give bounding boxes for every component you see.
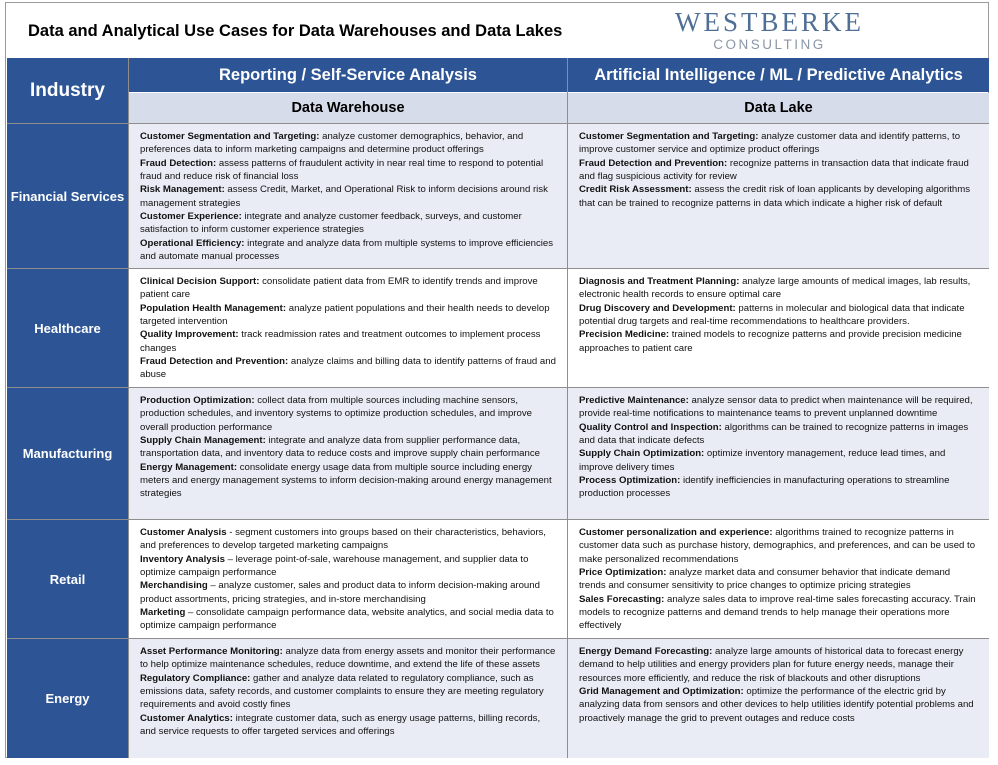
use-case-entry bbox=[140, 526, 557, 553]
use-case-description: assess the credit risk of loan applicants by developing algorithms that can be trained to recognize patterns in data which indicate a higher risk of default bbox=[579, 184, 971, 209]
use-case-description: analyze large amounts of historical data to forecast energy demand to help utilities and energy providers plan for future energy needs, manage their resources more efficiently, and reduce the risk of blackouts and other disruptions bbox=[579, 646, 964, 684]
use-case-title: Customer Analysis bbox=[140, 527, 227, 538]
use-case-description: integrate and analyze data from supplier performance data, transportation data, and inventory data to reduce costs and improve supply chain performance bbox=[140, 435, 540, 460]
row-divider bbox=[7, 123, 989, 124]
use-case-description: patterns in molecular and biological data that indicate potential drug targets and real-time recommendations to healthcare providers. bbox=[579, 302, 965, 328]
use-case-title: Drug Discovery and Development: bbox=[579, 302, 736, 314]
lake-cell-retail bbox=[568, 520, 989, 638]
use-case-entry bbox=[140, 328, 557, 355]
use-case-description: integrate and analyze customer feedback, surveys, and customer satisfaction to inform customer experience strategies bbox=[140, 211, 522, 236]
logo-name: WESTBERKE bbox=[675, 7, 864, 37]
use-case-description: consolidate patient data from EMR to identify trends and improve patient care bbox=[140, 276, 538, 301]
use-case-entry bbox=[579, 447, 979, 474]
column-divider bbox=[567, 58, 568, 758]
data-lake-header: Data Lake bbox=[568, 93, 989, 123]
use-case-entry bbox=[579, 302, 979, 329]
use-case-title: Fraud Detection and Prevention: bbox=[140, 356, 289, 368]
use-case-title: Predictive Maintenance: bbox=[579, 395, 689, 406]
use-case-entry bbox=[579, 275, 979, 302]
reporting-header: Reporting / Self-Service Analysis bbox=[129, 58, 567, 92]
use-case-title: Quality Improvement: bbox=[140, 329, 239, 341]
use-case-title: Merchandising bbox=[140, 580, 208, 592]
use-case-description: collect data from multiple sources including machine sensors, production schedules, and inventory systems to optimize production schedules, and improve overall production performance bbox=[140, 395, 532, 433]
use-case-title: Diagnosis and Treatment Planning: bbox=[579, 276, 740, 287]
warehouse-cell-retail bbox=[129, 520, 567, 638]
row-divider bbox=[7, 268, 989, 269]
use-case-entry bbox=[140, 394, 557, 434]
use-case-description: track readmission rates and treatment outcomes to implement process changes bbox=[140, 329, 541, 354]
use-case-entry bbox=[140, 645, 557, 672]
use-case-entry bbox=[579, 526, 979, 566]
use-case-description: consolidate energy usage data from multiple source including energy meters and energy management systems to inform decision-making around energy management strategies bbox=[140, 461, 552, 500]
logo-subtitle: CONSULTING bbox=[713, 37, 826, 52]
use-case-entry bbox=[140, 183, 557, 210]
use-case-entry bbox=[579, 685, 979, 725]
use-case-entry bbox=[579, 130, 979, 157]
use-case-description: analyze sales data to improve real-time sales forecasting accuracy. Train models to recognize patterns and demand trends to help manage their operations more effectively bbox=[579, 593, 976, 632]
industry-energy: Energy bbox=[7, 639, 128, 758]
use-case-title: Customer Segmentation and Targeting: bbox=[140, 131, 320, 142]
use-case-description: integrate and analyze data from multiple systems to improve efficiencies and automate manual processes bbox=[140, 237, 554, 263]
use-case-title: Regulatory Compliance: bbox=[140, 672, 251, 684]
use-case-description: – leverage point-of-sale, warehouse management, and supplier data to optimize campaign performance bbox=[140, 553, 529, 579]
use-case-entry bbox=[140, 302, 557, 329]
use-case-entry bbox=[579, 394, 979, 421]
use-case-description: analyze sensor data to predict when maintenance will be required, provide real-time notifications to maintenance teams to prevent unplanned downtime bbox=[579, 395, 973, 420]
use-case-entry bbox=[579, 183, 979, 210]
use-case-entry bbox=[579, 645, 979, 685]
row-divider bbox=[7, 638, 989, 639]
use-case-title: Process Optimization: bbox=[579, 475, 681, 487]
data-warehouse-header: Data Warehouse bbox=[129, 93, 567, 123]
use-case-description: algorithms can be trained to recognize patterns in images and data that indicate defects bbox=[579, 421, 969, 447]
use-case-entry bbox=[140, 579, 557, 606]
use-case-description: assess Credit, Market, and Operational Risk to inform decisions around risk management strategies bbox=[140, 184, 548, 209]
use-case-entry bbox=[140, 461, 557, 501]
use-case-entry bbox=[140, 355, 557, 382]
use-case-title: Asset Performance Monitoring: bbox=[140, 646, 283, 657]
use-case-description: optimize the performance of the electric grid by analyzing data from sensors and other devices to help utilities identify potential problems and proactively manage the grid to prevent outages and reduce costs bbox=[579, 686, 974, 724]
use-case-title: Supply Chain Management: bbox=[140, 435, 266, 447]
warehouse-cell-healthcare bbox=[129, 269, 567, 387]
use-case-title: Grid Management and Optimization: bbox=[579, 686, 744, 698]
use-case-description: - segment customers into groups based on their characteristics, behaviors, and preferences to develop targeted marketing campaigns bbox=[140, 527, 546, 552]
use-case-title: Fraud Detection: bbox=[140, 157, 217, 169]
industry-financial-services: Financial Services bbox=[7, 124, 128, 268]
use-case-title: Customer personalization and experience: bbox=[579, 527, 773, 538]
use-case-description: recognize patterns in transaction data that indicate fraud and flag suspicious activity for review bbox=[579, 157, 969, 183]
use-case-title: Risk Management: bbox=[140, 184, 225, 196]
use-case-description: – analyze customer, sales and product data to inform decision-making around product assortments, pricing strategies, and in-store merchandising bbox=[140, 580, 540, 605]
ai-header: Artificial Intelligence / ML / Predictive Analytics bbox=[568, 58, 989, 92]
industry-header: Industry bbox=[7, 58, 128, 123]
use-case-entry bbox=[579, 566, 979, 593]
use-case-description: analyze data from energy assets and monitor their performance to help optimize maintenance schedules, reduce downtime, and extend the life of these assets bbox=[140, 646, 556, 671]
use-case-description: trained models to recognize patterns and provide precision medicine approaches to patient care bbox=[579, 329, 962, 354]
use-case-entry bbox=[140, 606, 557, 633]
column-divider bbox=[128, 58, 129, 758]
use-case-description: gather and analyze data related to regulatory compliance, such as emissions data, safety records, and customer complaints to ensure they are meeting regulatory requirements and avoid costly fines bbox=[140, 672, 544, 711]
use-case-title: Price Optimization: bbox=[579, 567, 667, 579]
use-case-title: Population Health Management: bbox=[140, 302, 287, 314]
warehouse-cell-financial-services bbox=[129, 124, 567, 268]
use-case-title: Production Optimization: bbox=[140, 395, 255, 406]
use-case-title: Customer Experience: bbox=[140, 211, 242, 223]
use-case-description: identify inefficiencies in manufacturing operations to streamline production processes bbox=[579, 475, 950, 500]
use-case-entry bbox=[579, 593, 979, 633]
use-case-title: Marketing bbox=[140, 607, 186, 619]
use-case-title: Energy Management: bbox=[140, 461, 238, 473]
use-case-entry bbox=[579, 474, 979, 501]
use-case-entry bbox=[579, 421, 979, 448]
use-case-description: analyze patient populations and their health needs to develop targeted intervention bbox=[140, 302, 550, 328]
use-case-entry bbox=[140, 237, 557, 264]
use-case-entry bbox=[140, 157, 557, 184]
use-case-entry bbox=[140, 434, 557, 461]
use-case-description: – consolidate campaign performance data, website analytics, and social media data to optimize campaign performance bbox=[140, 607, 554, 632]
company-logo bbox=[672, 8, 867, 53]
use-case-description: integrate customer data, such as energy usage patterns, billing records, and service requests to offer targeted services and offerings bbox=[140, 712, 541, 738]
use-case-description: analyze customer demographics, behavior, and preferences data to inform marketing campaigns and determine product offerings bbox=[140, 131, 524, 156]
use-case-entry bbox=[140, 130, 557, 157]
use-case-entry bbox=[140, 712, 557, 739]
use-case-entry bbox=[579, 328, 979, 355]
use-case-description: analyze market data and consumer behavior that indicate demand trends and consumer sensitivity to price changes to optimize pricing strategies bbox=[579, 567, 951, 592]
use-case-description: analyze large amounts of medical images, lab results, electronic health records to ensure optimal care bbox=[579, 276, 971, 301]
warehouse-cell-energy bbox=[129, 639, 567, 758]
use-case-title: Sales Forecasting: bbox=[579, 593, 665, 605]
page-title: Data and Analytical Use Cases for Data Warehouses and Data Lakes bbox=[28, 22, 563, 40]
row-divider bbox=[7, 387, 989, 388]
lake-cell-energy bbox=[568, 639, 989, 758]
use-case-title: Precision Medicine: bbox=[579, 329, 670, 341]
industry-healthcare: Healthcare bbox=[7, 269, 128, 387]
industry-retail: Retail bbox=[7, 520, 128, 638]
use-case-entry bbox=[140, 553, 557, 580]
use-case-entry bbox=[140, 210, 557, 237]
warehouse-cell-manufacturing bbox=[129, 388, 567, 519]
lake-cell-manufacturing bbox=[568, 388, 989, 519]
use-case-title: Customer Segmentation and Targeting: bbox=[579, 131, 759, 142]
use-case-title: Credit Risk Assessment: bbox=[579, 184, 692, 196]
lake-cell-financial-services bbox=[568, 124, 989, 268]
lake-cell-healthcare bbox=[568, 269, 989, 387]
use-case-description: optimize inventory management, reduce lead times, and improve delivery times bbox=[579, 448, 946, 473]
use-case-title: Clinical Decision Support: bbox=[140, 276, 260, 287]
use-case-description: assess patterns of fraudulent activity in near real time to respond to potential fraud and reduce risk of financial loss bbox=[140, 157, 544, 183]
use-case-entry bbox=[140, 275, 557, 302]
use-case-title: Fraud Detection and Prevention: bbox=[579, 157, 728, 169]
use-case-description: analyze customer data and identify patterns, to improve customer service and optimize product offerings bbox=[579, 131, 961, 156]
row-divider bbox=[7, 519, 989, 520]
industry-manufacturing: Manufacturing bbox=[7, 388, 128, 519]
use-case-title: Customer Analytics: bbox=[140, 712, 233, 724]
use-case-title: Supply Chain Optimization: bbox=[579, 448, 705, 460]
use-case-title: Quality Control and Inspection: bbox=[579, 421, 722, 433]
use-case-entry bbox=[140, 672, 557, 712]
use-case-description: analyze claims and billing data to identify patterns of fraud and abuse bbox=[140, 356, 556, 381]
use-case-title: Inventory Analysis bbox=[140, 553, 225, 565]
use-case-title: Energy Demand Forecasting: bbox=[579, 646, 713, 657]
use-case-entry bbox=[579, 157, 979, 184]
use-case-description: algorithms trained to recognize patterns in customer data such as purchase history, demographics, and preferences, and can be used to make personalized recommendations bbox=[579, 527, 976, 565]
use-case-title: Operational Efficiency: bbox=[140, 237, 245, 249]
